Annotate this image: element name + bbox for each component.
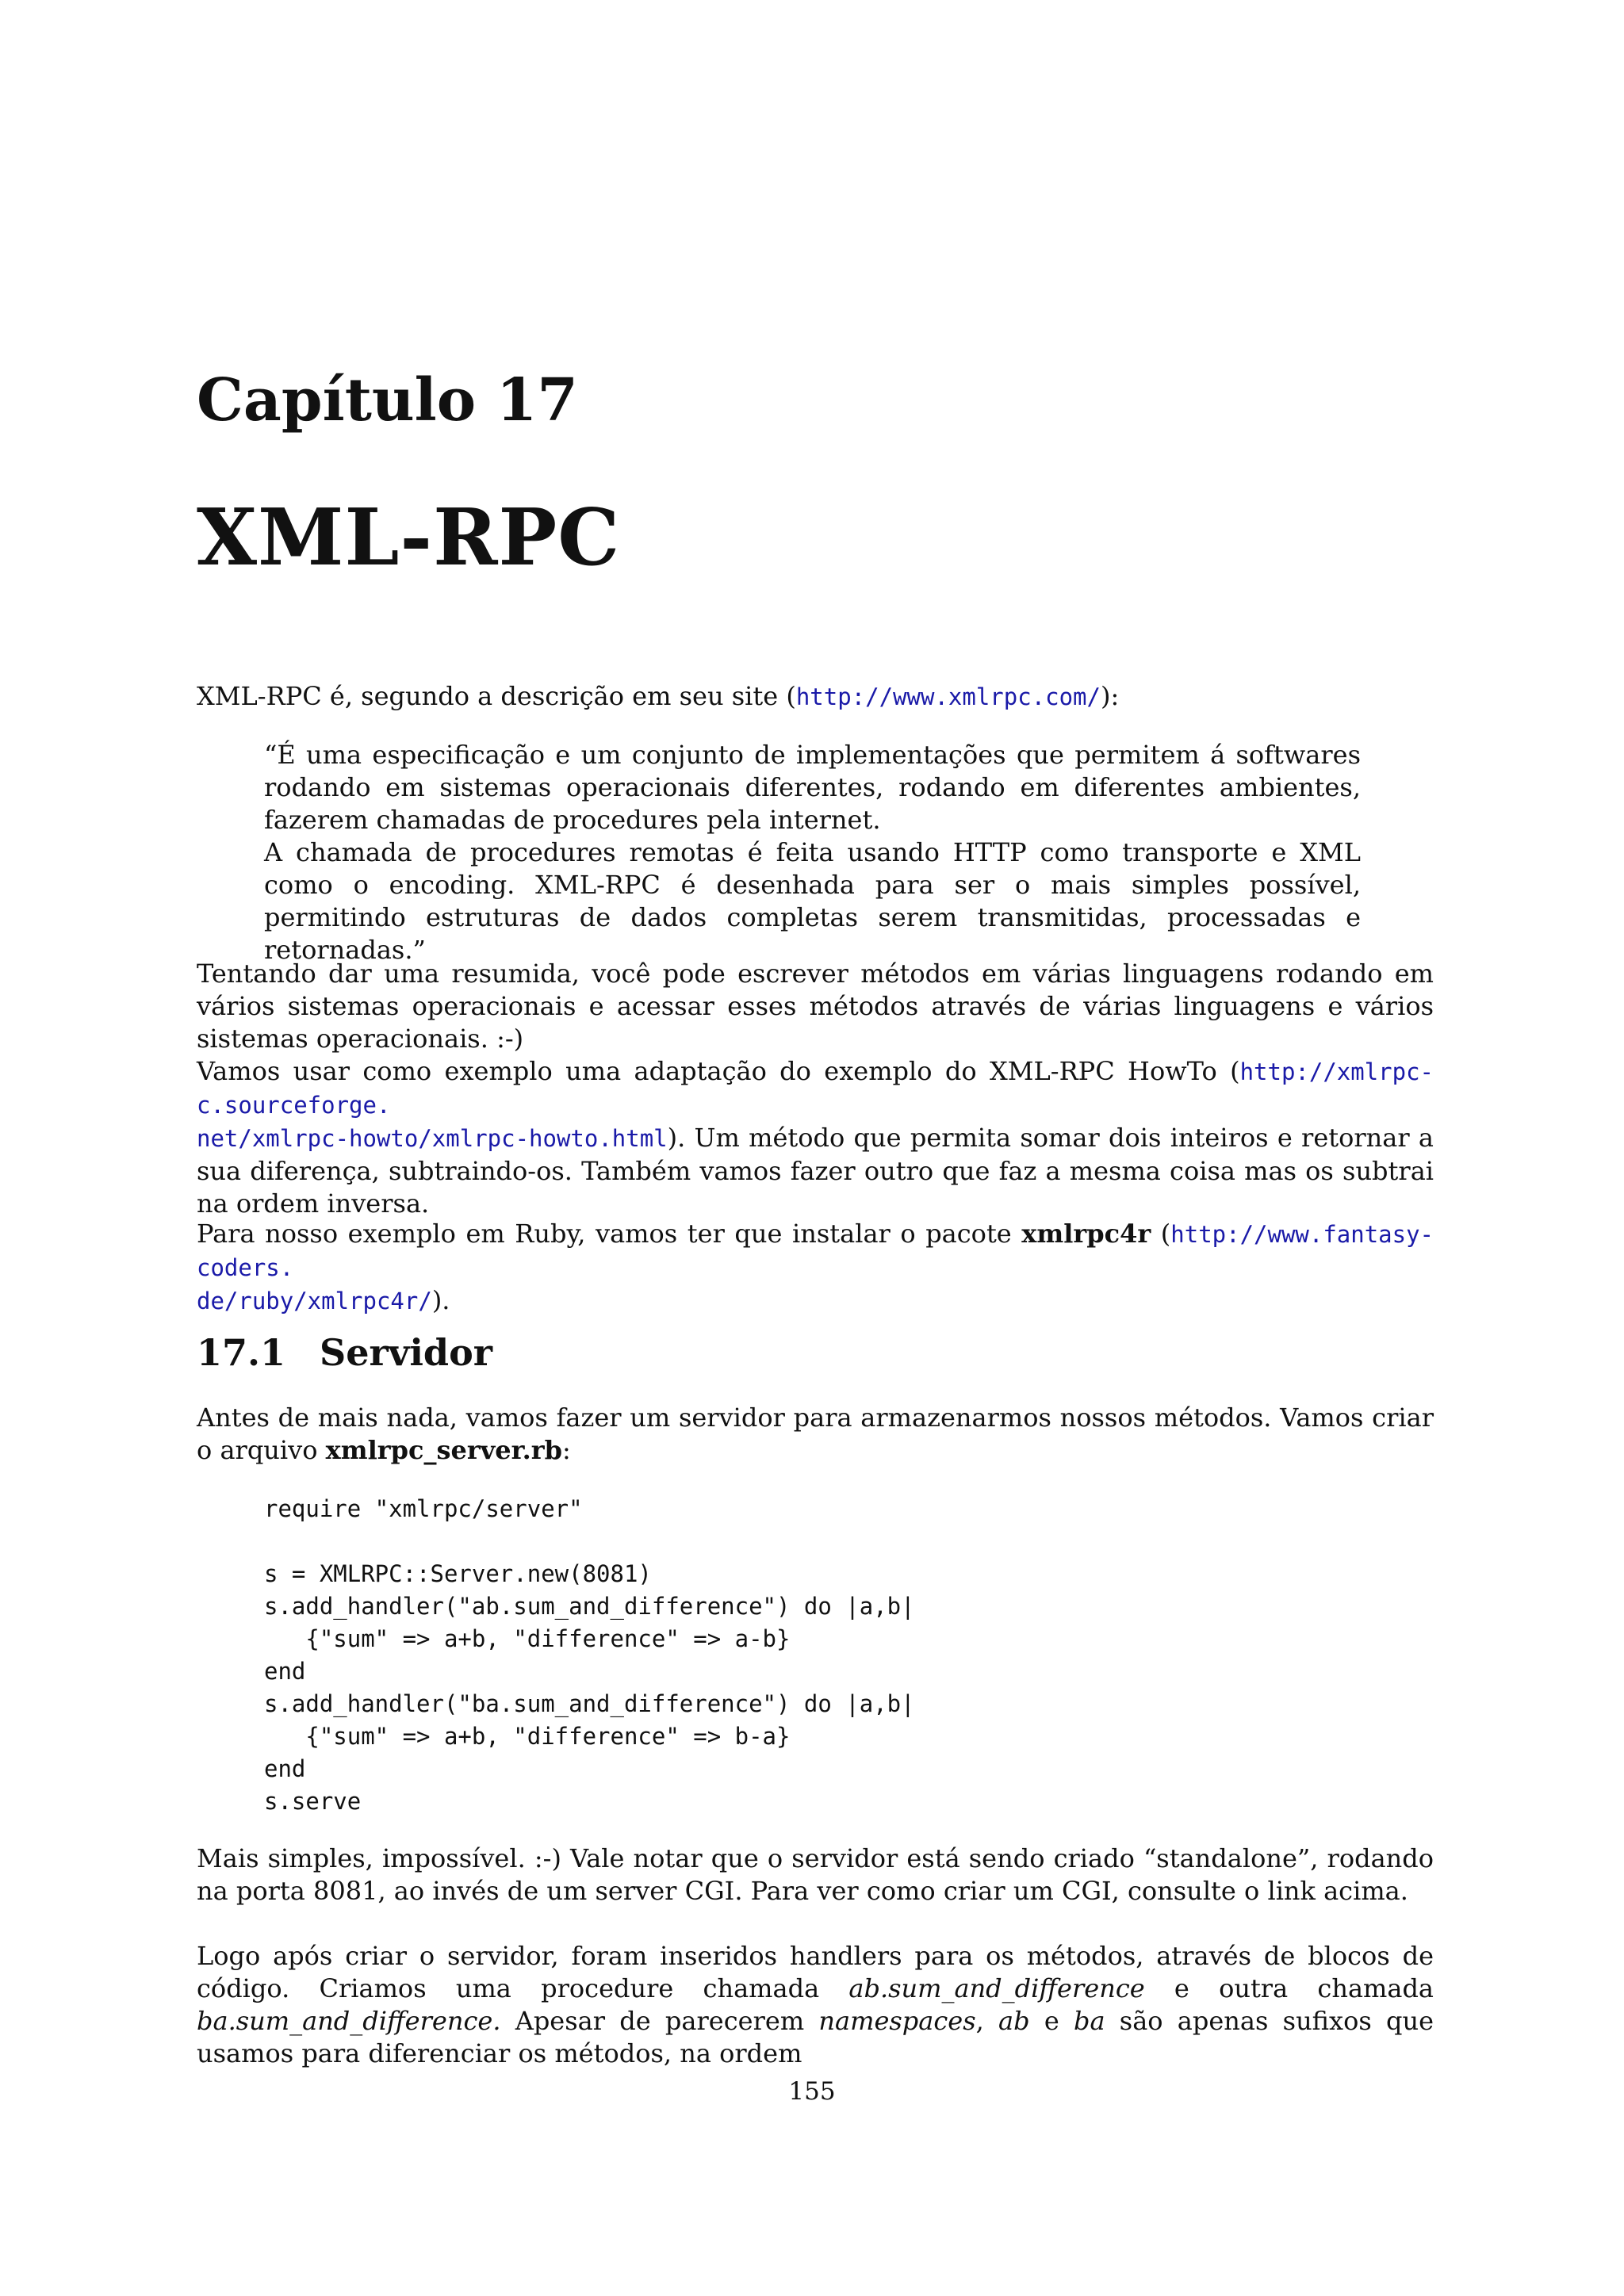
ruby-paragraph xyxy=(197,1218,1434,1318)
xmlrpc4r-link-line1[interactable]: http://www.fantasy-coders. xyxy=(197,1221,1434,1281)
quote-paragraph-2: A chamada de procedures remotas é feita usando HTTP como transporte e XML como o encoding. XML-RPC é desenhada para ser o mais simples possível, permitindo estruturas de dados completas serem transmitidas, processadas e retornadas.” xyxy=(264,837,1361,965)
xmlrpc-site-link[interactable]: http://www.xmlrpc.com/ xyxy=(795,683,1101,710)
handlers-text-1: Logo após criar o servidor, foram inseridos handlers para os métodos, através de blocos de código. Criamos uma procedure chamada xyxy=(197,1941,1434,2003)
handlers-text-6: são apenas sufixos que usamos para diferenciar os métodos, na ordem xyxy=(197,2006,1434,2068)
ruby-text: Para nosso exemplo em Ruby, vamos ter que instalar o pacote xyxy=(197,1219,1022,1249)
server-filename: xmlrpc_server.rb xyxy=(325,1435,562,1465)
handlers-text-3: Apesar de parecerem xyxy=(500,2006,819,2036)
intro-text: XML-RPC é, segundo a descrição em seu site ( xyxy=(197,681,796,711)
simple-paragraph: Mais simples, impossível. :-) Vale notar que o servidor está sendo criado “standalone”, rodando na porta 8081, ao invés de um server CGI. Para ver como criar um CGI, consulte o link acima. xyxy=(197,1843,1434,1906)
handlers-text-5: e xyxy=(1029,2006,1074,2036)
method-name-ba: ba.sum_and_difference. xyxy=(197,2006,501,2036)
howto-link-line2[interactable]: net/xmlrpc-howto/xmlrpc-howto.html xyxy=(197,1125,668,1152)
intro-text-end: ): xyxy=(1100,681,1120,711)
handlers-text-2: e outra chamada xyxy=(1144,1973,1434,2003)
summary-paragraph: Tentando dar uma resumida, você pode escrever métodos em várias linguagens rodando em vários sistemas operacionais e acessar esses métodos através de várias linguagens e vários sistemas operacionais. :-) xyxy=(197,959,1434,1054)
method-name-ab: ab.sum_and_difference xyxy=(848,1973,1145,2003)
intro-paragraph xyxy=(197,680,1434,714)
howto-link-line1[interactable]: http://xmlrpc-c.sourceforge. xyxy=(197,1058,1434,1119)
package-name: xmlrpc4r xyxy=(1021,1219,1151,1249)
handlers-text-4: , xyxy=(975,2006,999,2036)
ruby-text-end: ). xyxy=(431,1285,450,1315)
suffix-ab: ab xyxy=(998,2006,1030,2036)
code-block: require "xmlrpc/server" s = XMLRPC::Server.new(8081) s.add_handler("ab.sum_and_difference") do |a,b| {"sum" => a+b, "difference" => a-b} end s.add_handler("ba.sum_and_difference") do |a,b| {"sum" => a+b, "difference" => b-a} end s.serve xyxy=(264,1495,915,1815)
ruby-text-mid: ( xyxy=(1151,1219,1171,1249)
handlers-paragraph xyxy=(197,1940,1434,2070)
page-number: 155 xyxy=(788,2077,836,2106)
section-title: Servidor xyxy=(320,1331,493,1374)
example-text-end: ). Um método que permita somar dois inteiros e retornar a sua diferença, subtraindo-os. Também vamos fazer outro que faz a mesma coisa mas os subtrai na ordem inversa. xyxy=(197,1123,1434,1219)
section-number: 17.1 xyxy=(197,1331,286,1374)
server-text: Antes de mais nada, vamos fazer um servidor para armazenarmos nossos métodos. Vamos criar o arquivo xyxy=(197,1402,1434,1465)
example-text: Vamos usar como exemplo uma adaptação do exemplo do XML-RPC HowTo ( xyxy=(197,1056,1240,1086)
xmlrpc4r-link-line2[interactable]: de/ruby/xmlrpc4r/ xyxy=(197,1288,432,1314)
chapter-title: XML-RPC xyxy=(197,492,621,584)
suffix-ba: ba xyxy=(1074,2006,1105,2036)
section-heading xyxy=(197,1331,493,1374)
namespaces-term: namespaces xyxy=(818,2006,976,2036)
chapter-label: Capítulo 17 xyxy=(197,366,578,434)
server-text-end: : xyxy=(561,1435,571,1465)
server-paragraph xyxy=(197,1402,1434,1467)
example-paragraph xyxy=(197,1055,1434,1220)
quote-paragraph-1: “É uma especificação e um conjunto de implementações que permitem á softwares rodando em sistemas operacionais diferentes, rodando em diferentes ambientes, fazerem chamadas de procedures pela internet. xyxy=(264,740,1361,835)
